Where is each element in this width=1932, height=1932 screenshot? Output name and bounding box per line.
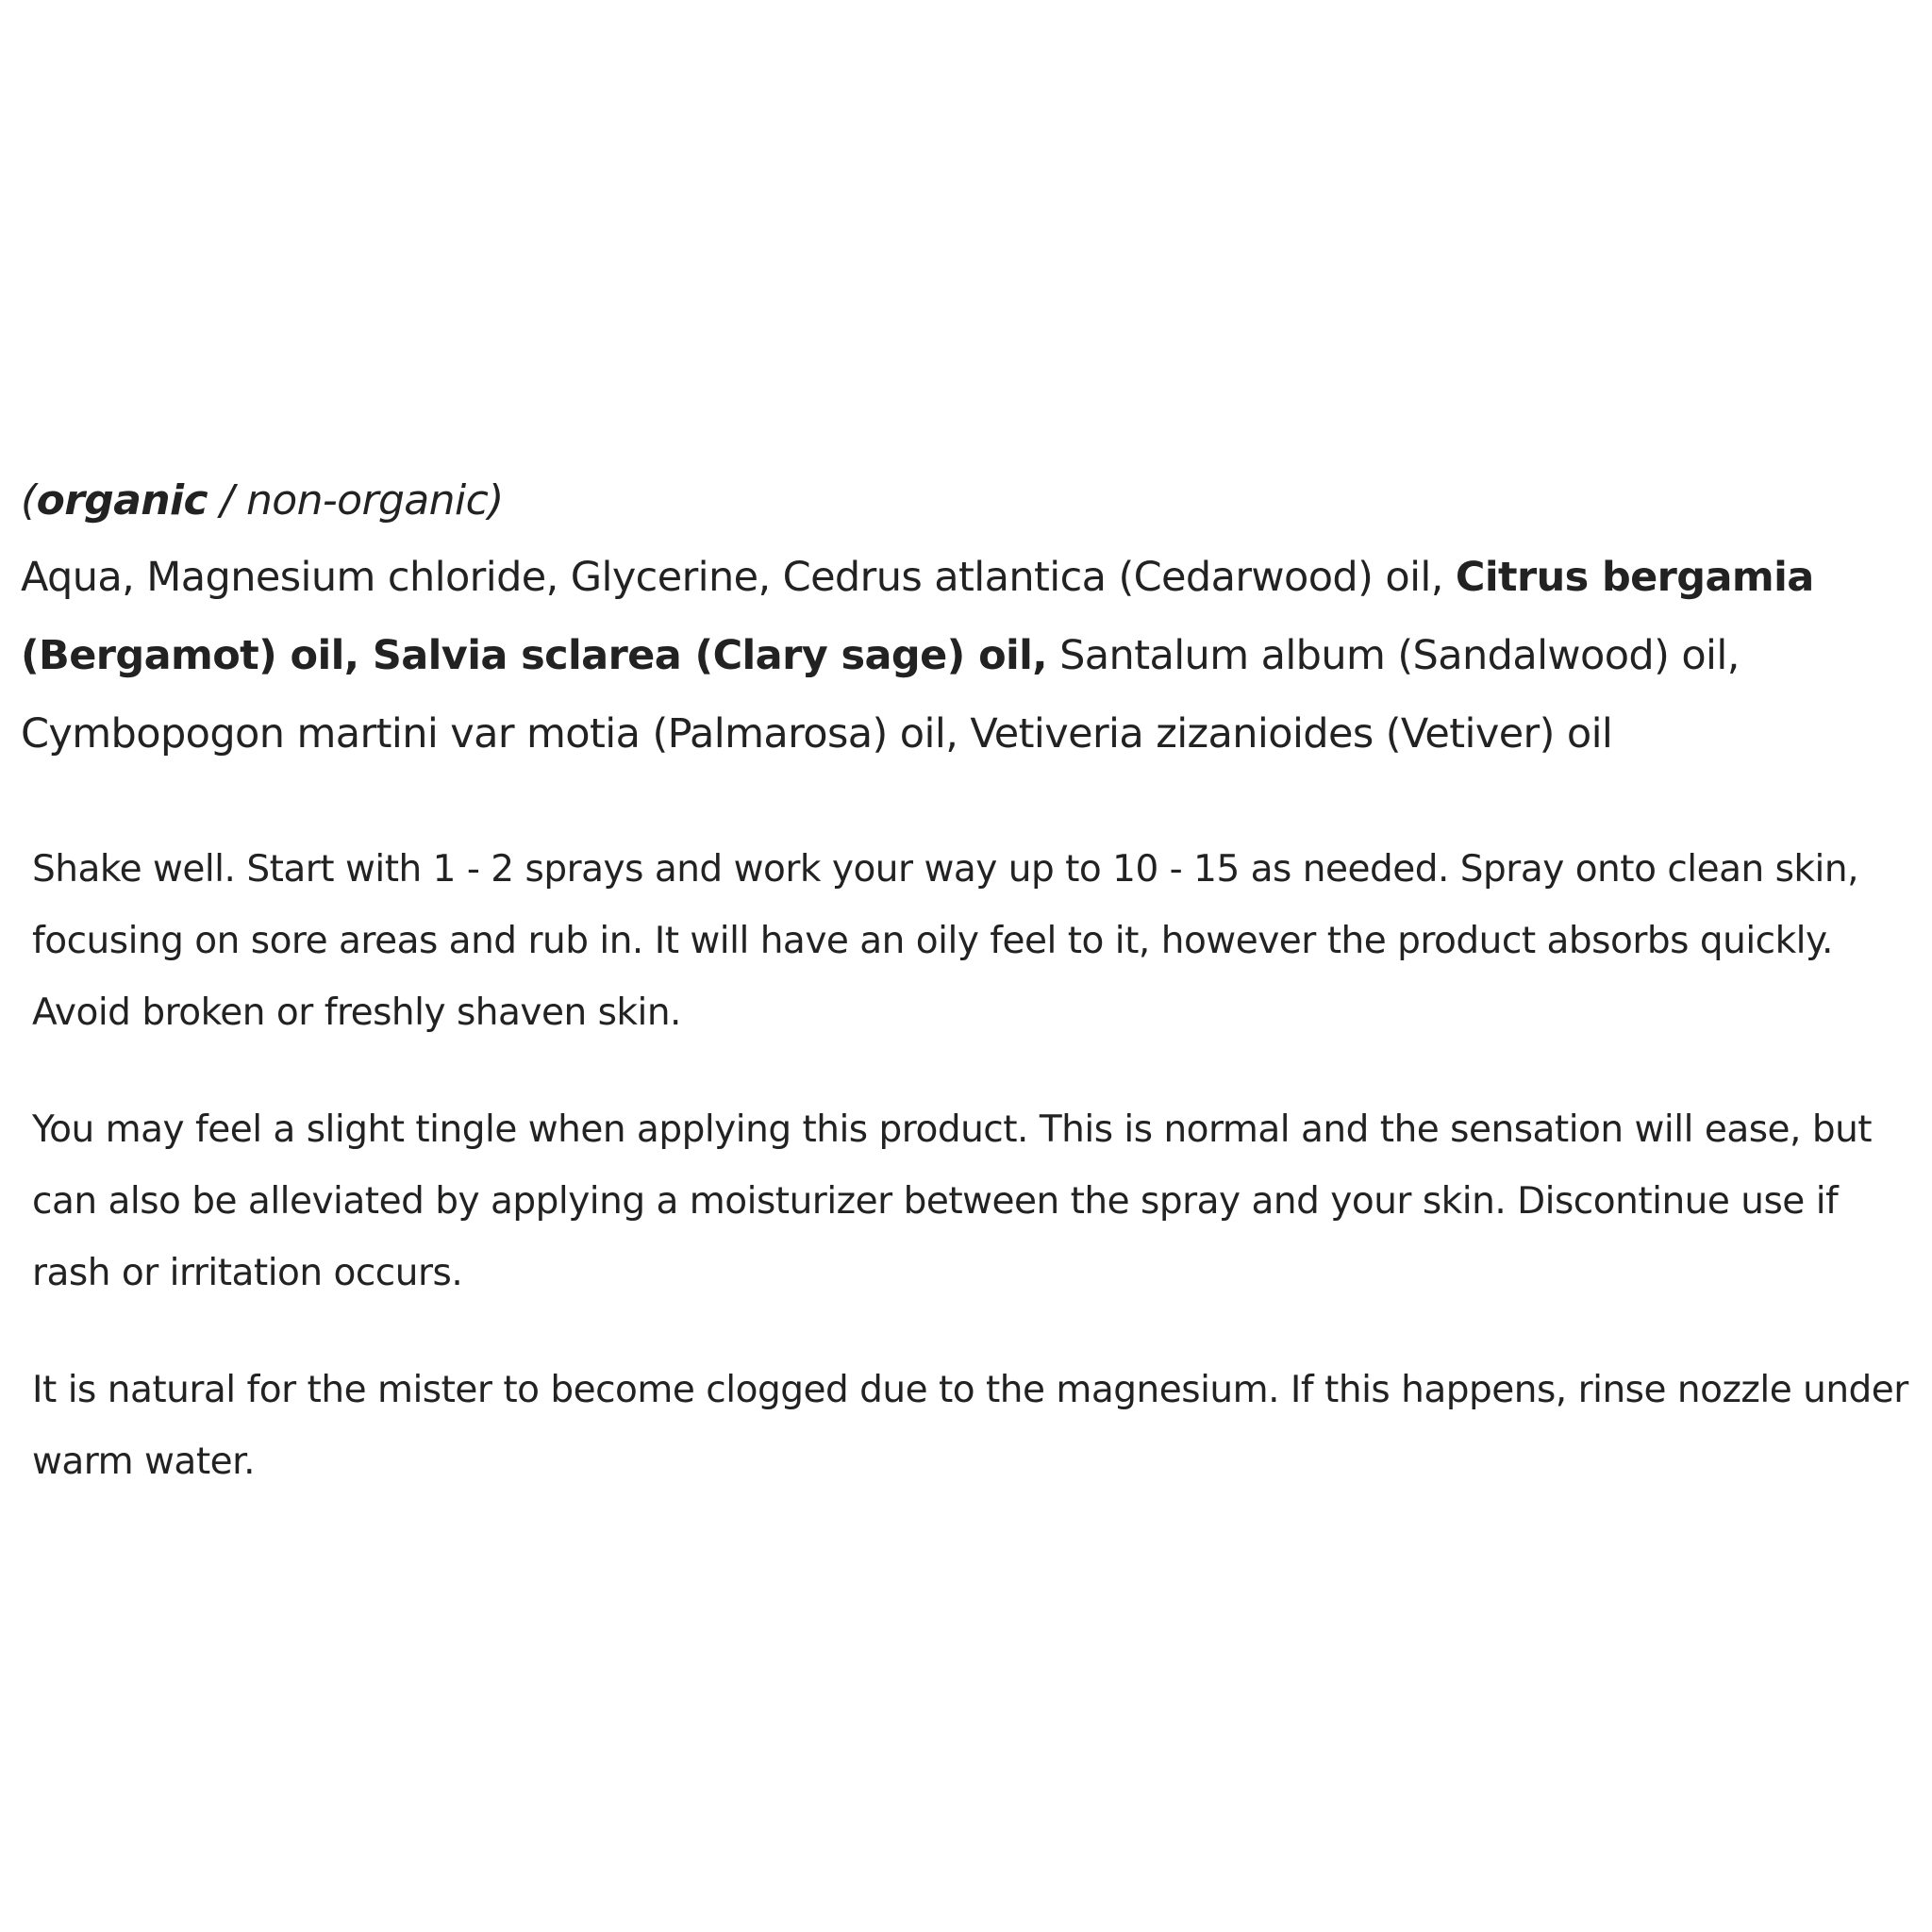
legend-close: ) <box>488 476 504 525</box>
directions-section <box>32 834 1909 1543</box>
ingredient-group: Santalum album (Sandalwood) oil, Cymbopogon martini var motia (Palmarosa) oil, Vetiveria zizanioides (Vetiver) oil <box>21 632 1740 758</box>
directions-paragraph: You may feel a slight tingle when applying this product. This is normal and the sensation will ease, but can also be alleviated by applying a moisturizer between the spray and your skin. Discontinue use if rash or irritation occurs. <box>32 1108 1873 1294</box>
organic-legend <box>21 467 1917 535</box>
ingredient-group: Aqua, Magnesium chloride, Glycerine, Cedrus atlantica (Cedarwood) oil, <box>21 554 1456 601</box>
legend-separator: / <box>207 476 246 525</box>
ingredient-group-organic: Citrus bergamia (Bergamot) oil, Salvia sclarea (Clary sage) oil, <box>21 554 1814 679</box>
directions-paragraph: It is natural for the mister to become clogged due to the magnesium. If this happens, rinse nozzle under warm water. <box>32 1369 1908 1483</box>
legend-organic: organic <box>36 476 208 525</box>
legend-open: ( <box>21 476 37 525</box>
ingredients-section <box>21 467 1917 774</box>
ingredient-list <box>21 539 1917 774</box>
directions-paragraph: Shake well. Start with 1 - 2 sprays and work your way up to 10 - 15 as needed. Spray onto clean skin, focusing on sore areas and rub in. It will have an oily feel to it, however the product absorbs quickly. Avoid broken or freshly shaven skin. <box>32 848 1858 1034</box>
legend-non-organic: non-organic <box>245 476 489 525</box>
